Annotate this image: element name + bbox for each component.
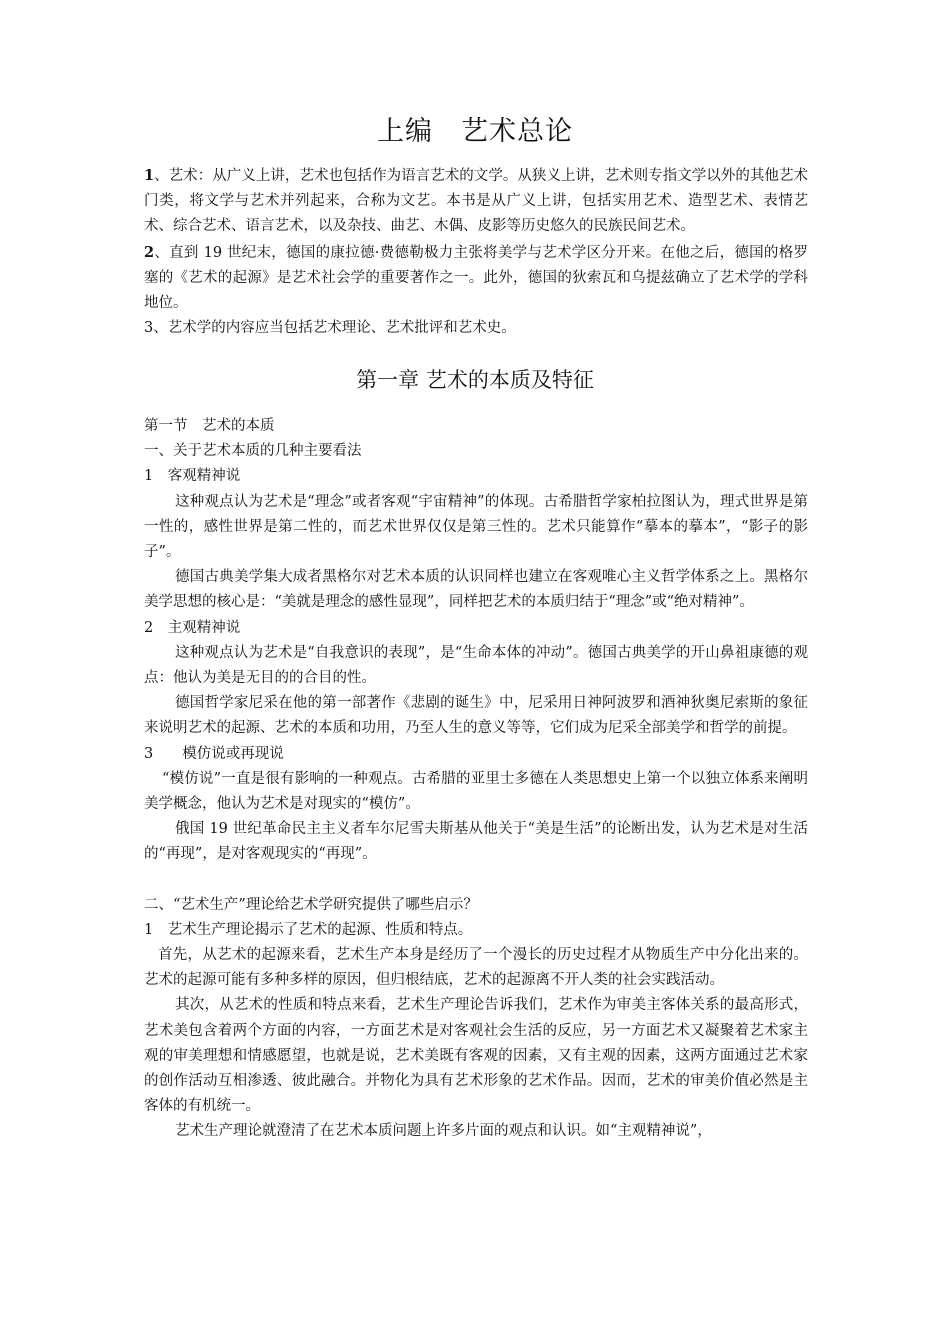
paragraph-objective-1: 这种观点认为艺术是“理念”或者客观“宇宙精神”的体现。古希腊哲学家柏拉图认为，理式世界是第一性的，感性世界是第二性的，而艺术世界仅仅是第三性的。艺术只能算作“摹本的摹本”，“影子的影子”。 xyxy=(144,493,808,561)
paragraph-mimesis-2: 俄国 19 世纪革命民主主义者车尔尼雪夫斯基从他关于“美是生活”的论断出发，认为艺术是对生活的“再现”，是对客观现实的“再现”。 xyxy=(144,821,808,863)
section-heading: 第一节 艺术的本质 xyxy=(144,418,275,434)
paragraph-production-1: 首先，从艺术的起源来看，艺术生产本身是经历了一个漫长的历史过程才从物质生产中分化出来的。艺术的起源可能有多种多样的原因，但归根结底，艺术的起源离不开人类的社会实践活动。 xyxy=(144,947,808,989)
subheading-art-production: 1 艺术生产理论揭示了艺术的起源、性质和特点。 xyxy=(144,921,473,938)
intro-number-1: 1 xyxy=(144,167,155,184)
intro-paragraph-2 xyxy=(144,240,808,317)
paragraph-objective-2: 德国古典美学集大成者黑格尔对艺术本质的认识同样也建立在客观唯心主义哲学体系之上。黑格尔美学思想的核心是：“美就是理念的感性显现”，同样把艺术的本质归结于“理念”或“绝对精神”。 xyxy=(144,569,808,611)
paragraph-subjective-2: 德国哲学家尼采在他的第一部著作《悲剧的诞生》中，尼采用日神阿波罗和酒神狄奥尼索斯的象征来说明艺术的起源、艺术的本质和功用，乃至人生的意义等等，它们成为尼采全部美学和哲学的前提。 xyxy=(144,695,808,737)
paragraph-production-3: 艺术生产理论就澄清了在艺术本质问题上许多片面的观点和认识。如“主观精神说”， xyxy=(175,1123,712,1140)
subheading-objective-spirit: 1 客观精神说 xyxy=(144,468,241,485)
intro-text-2: 、直到 19 世纪末，德国的康拉德·费德勒极力主张将美学与艺术学区分开来。在他之后，德国的格罗塞的《艺术的起源》是艺术社会学的重要著作之一。此外，德国的狄索瓦和乌提兹确立了艺术学的学科地位。 xyxy=(144,244,808,312)
subheading-subjective-spirit: 2 主观精神说 xyxy=(144,619,241,636)
body-block xyxy=(144,414,808,1145)
paragraph-subjective-1: 这种观点认为艺术是“自我意识的表现”，是“生命本体的冲动”。德国古典美学的开山鼻祖康德的观点：他认为美是无目的的合目的性。 xyxy=(144,644,808,687)
intro-number-2: 2 xyxy=(144,243,155,261)
subheading-mimesis: 3 模仿说或再现说 xyxy=(144,745,284,762)
intro-text-1: 、艺术：从广义上讲，艺术也包括作为语言艺术的文学。从狭义上讲，艺术则专指文学以外的其他艺术门类，将文学与艺术并列起来，合称为文艺。本书是从广义上讲，包括实用艺术、造型艺术、表情艺术、综合艺术、语言艺术，以及杂技、曲艺、木偶、皮影等历史悠久的民族民间艺术。 xyxy=(144,168,808,235)
heading-2: 二、“艺术生产”理论给艺术学研究提供了哪些启示？ xyxy=(144,896,478,913)
paragraph-mimesis-1: “模仿说”一直是很有影响的一种观点。古希腊的亚里士多德在人类思想史上第一个以独立体系来阐明美学概念，他认为艺术是对现实的“模仿”。 xyxy=(144,770,808,813)
heading-1: 一、关于艺术本质的几种主要看法 xyxy=(144,443,362,460)
paragraph-production-2: 其次，从艺术的性质和特点来看，艺术生产理论告诉我们，艺术作为审美主客体关系的最高形式，艺术美包含着两个方面的内容，一方面艺术是对客观社会生活的反应，另一方面艺术又凝聚着艺术家主观的审美理想和情感愿望，也就是说，艺术美既有客观的因素，又有主观的因素，这两方面通过艺术家的创作活动互相渗透、彼此融合。并物化为具有艺术形象的艺术作品。因而，艺术的审美价值必然是主客体的有机统一。 xyxy=(144,997,808,1115)
intro-block xyxy=(144,163,808,341)
intro-paragraph-1 xyxy=(144,163,808,240)
intro-paragraph-3: 3、艺术学的内容应当包括艺术理论、艺术批评和艺术史。 xyxy=(144,320,516,337)
part-title: 上编 艺术总论 xyxy=(377,116,573,147)
chapter-title: 第一章 艺术的本质及特征 xyxy=(356,368,594,392)
